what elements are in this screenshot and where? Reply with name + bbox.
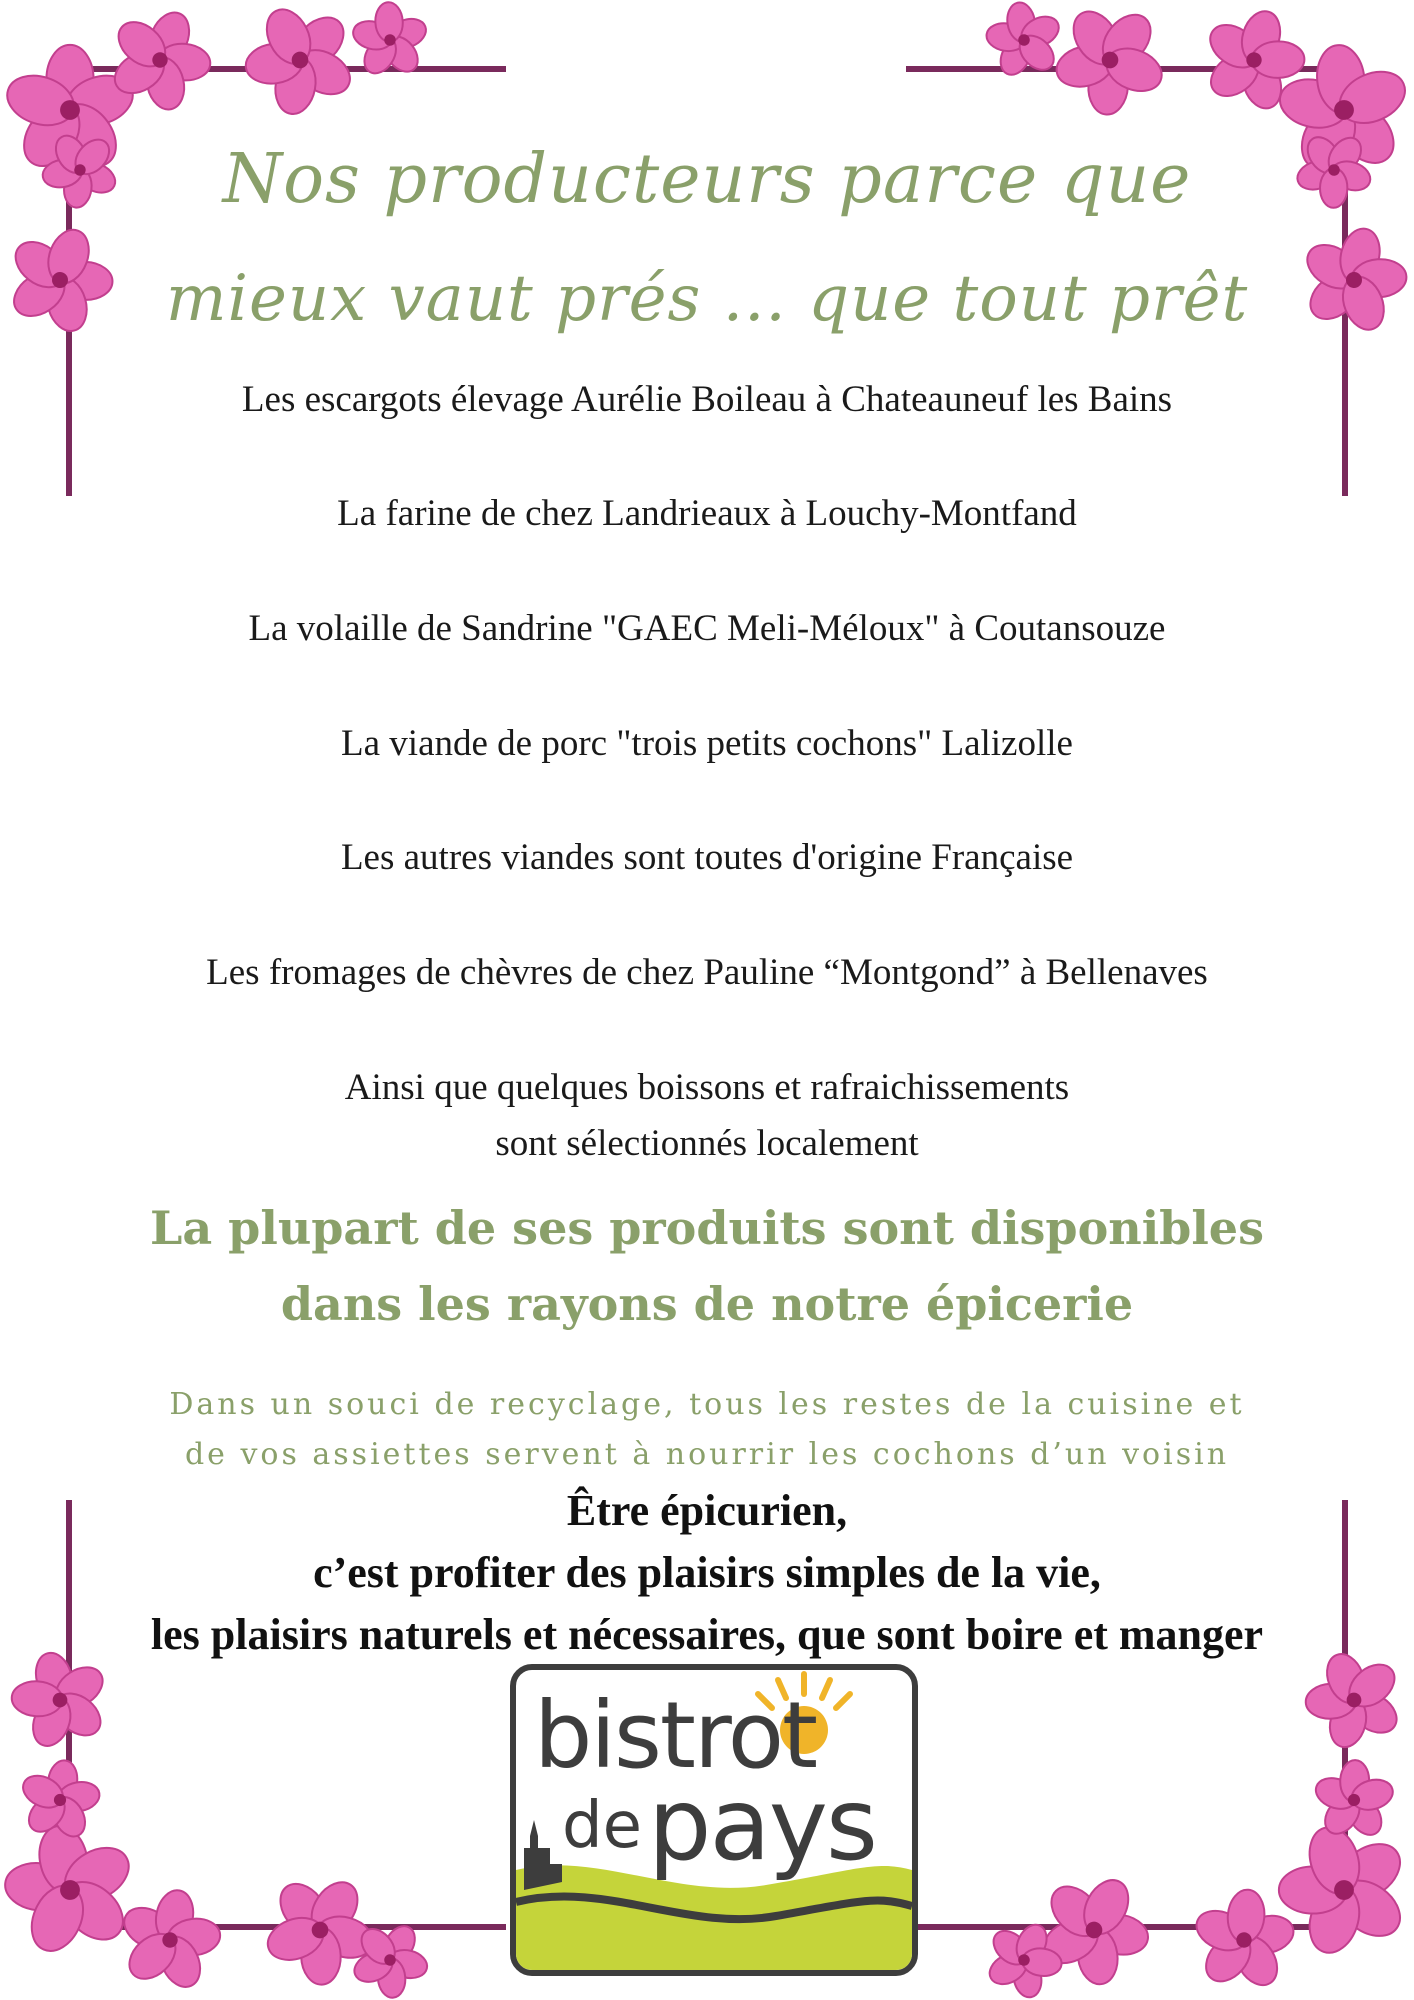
recycling-line-2: de vos assiettes servent à nourrir les cochons d’un voisin [184, 1437, 1230, 1472]
producer-volaille: La volaille de Sandrine "GAEC Meli-Méloux" à Coutansouze [248, 608, 1166, 649]
logo-word-de: de [562, 1789, 642, 1863]
producer-porc: La viande de porc "trois petits cochons" Lalizolle [341, 723, 1073, 764]
village-silhouette-icon [524, 1820, 562, 1890]
epicurean-line-3: les plaisirs naturels et nécessaires, que sont boire et manger [150, 1610, 1264, 1659]
flower-icon [220, 0, 380, 140]
drinks-line-2: sont sélectionnés localement [495, 1123, 919, 1164]
logo-word-bistrot: bistrot [534, 1682, 817, 1789]
epicurean-line-2: c’est profiter des plaisirs simples de la vie, [313, 1548, 1101, 1597]
producer-viandes: Les autres viandes sont toutes d'origine Française [340, 837, 1074, 878]
producer-escargots: Les escargots élevage Aurélie Boileau à Chateauneuf les Bains [241, 379, 1173, 420]
page-title-line-1: Nos producteurs parce que [222, 140, 1192, 219]
highlight-line-2: dans les rayons de notre épicerie [280, 1277, 1134, 1331]
flower-icon [100, 1869, 241, 2000]
logo-word-pays: pays [648, 1766, 877, 1883]
producer-farine: La farine de chez Landrieaux à Louchy-Montfand [337, 493, 1077, 534]
page-title-line-2: mieux vaut prés ... que tout prêt [165, 262, 1249, 336]
recycling-line-1: Dans un souci de recyclage, tous les restes de la cuisine et [169, 1387, 1245, 1422]
highlight-line-1: La plupart de ses produits sont disponibles [150, 1201, 1264, 1255]
flower-icon [1048, 0, 1171, 118]
flower-icon [340, 0, 440, 91]
bistrot-de-pays-logo [510, 1664, 918, 1976]
drinks-line-1: Ainsi que quelques boissons et rafraichissements [344, 1067, 1070, 1108]
producer-fromages: Les fromages de chèvres de chez Pauline “Montgond” à Bellenaves [206, 952, 1208, 993]
epicurean-line-1: Être épicurien, [566, 1486, 848, 1535]
